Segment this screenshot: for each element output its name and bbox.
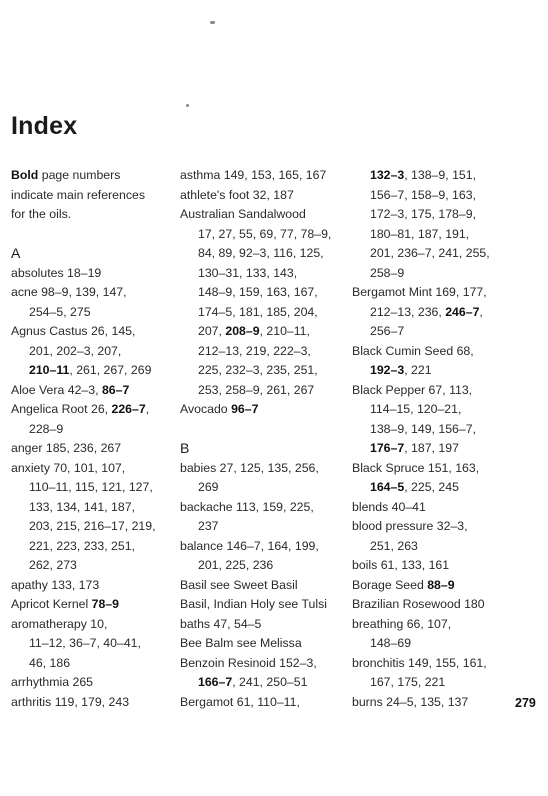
index-entry: 201, 202–3, 207, [29, 343, 122, 358]
index-entry: 133, 134, 141, 187, [29, 499, 135, 514]
index-column-2 [180, 166, 348, 712]
index-entry: baths 47, 54–5 [180, 616, 262, 631]
index-entry: 258–9 [370, 265, 405, 280]
index-entry: Bergamot Mint 169, 177, [352, 285, 487, 299]
index-entry: 46, 186 [29, 655, 71, 670]
index-entry: Bee Balm see Melissa [180, 636, 302, 650]
index-entry: 207, 208–9, 210–11, [198, 324, 310, 338]
index-entry: apathy 133, 173 [11, 577, 100, 592]
index-entry: 212–13, 219, 222–3, [198, 343, 311, 358]
index-entry: 212–13, 236, 246–7, [370, 304, 483, 319]
index-entry: blood pressure 32–3, [352, 519, 468, 533]
index-entry: 132–3, 138–9, 151, [370, 168, 476, 182]
index-entry: anxiety 70, 101, 107, [11, 460, 126, 475]
index-entry: 148–9, 159, 163, 167, [198, 285, 318, 299]
index-entry: 201, 236–7, 241, 255, [370, 246, 490, 260]
index-entry: Borage Seed 88–9 [352, 577, 455, 592]
index-entry: Bold page numbers [11, 168, 121, 182]
index-entry: Angelica Root 26, 226–7, [11, 402, 150, 416]
index-entry: Apricot Kernel 78–9 [11, 597, 120, 611]
index-entry: 176–7, 187, 197 [370, 441, 459, 455]
index-entry: athlete's foot 32, 187 [180, 187, 294, 202]
index-entry: Black Cumin Seed 68, [352, 343, 474, 358]
index-entry: Black Pepper 67, 113, [352, 382, 473, 397]
section-heading: B [180, 440, 190, 456]
index-entry: 225, 232–3, 235, 251, [198, 363, 318, 377]
index-entry: 84, 89, 92–3, 116, 125, [198, 246, 324, 260]
index-entry: 172–3, 175, 178–9, [370, 207, 476, 221]
index-entry: 203, 215, 216–17, 219, [29, 519, 156, 533]
index-entry: 269 [198, 480, 219, 494]
index-entry: Black Spruce 151, 163, [352, 460, 480, 475]
index-entry: 192–3, 221 [370, 363, 432, 377]
section-heading: A [11, 245, 21, 261]
index-entry: 180–81, 187, 191, [370, 226, 470, 241]
index-entry: arthritis 119, 179, 243 [11, 694, 130, 709]
index-entry: 256–7 [370, 324, 405, 338]
index-column-3 [352, 166, 502, 712]
index-entry: Australian Sandalwood [180, 207, 306, 221]
index-entry: 17, 27, 55, 69, 77, 78–9, [198, 226, 332, 241]
index-entry: Basil, Indian Holy see Tulsi [180, 597, 327, 611]
index-entry: 11–12, 36–7, 40–41, [29, 636, 141, 650]
index-entry: acne 98–9, 139, 147, [11, 285, 127, 299]
index-entry: 114–15, 120–21, [370, 402, 462, 416]
index-entry: Benzoin Resinoid 152–3, [180, 655, 317, 670]
index-entry: 156–7, 158–9, 163, [370, 187, 476, 202]
index-entry: 164–5, 225, 245 [370, 480, 459, 494]
index-entry: 130–31, 133, 143, [198, 265, 298, 280]
index-entry: asthma 149, 153, 165, 167 [180, 168, 327, 182]
index-entry: Bergamot 61, 110–11, [180, 694, 300, 709]
index-entry: arrhythmia 265 [11, 675, 94, 689]
index-entry: balance 146–7, 164, 199, [180, 538, 319, 553]
index-entry: 251, 263 [370, 538, 418, 553]
print-speck [210, 21, 215, 24]
index-entry: 148–69 [370, 636, 412, 650]
index-entry: 254–5, 275 [29, 304, 91, 319]
index-entry: 166–7, 241, 250–51 [198, 675, 308, 689]
index-entry: Basil see Sweet Basil [180, 577, 298, 592]
index-entry: Aloe Vera 42–3, 86–7 [11, 382, 130, 397]
index-entry: for the oils. [11, 207, 72, 221]
section-spacer [180, 420, 348, 440]
index-entry: blends 40–41 [352, 499, 426, 514]
index-entry: 262, 273 [29, 558, 77, 572]
index-entry: 221, 223, 233, 251, [29, 538, 135, 553]
index-entry: 201, 225, 236 [198, 558, 274, 572]
index-entry: backache 113, 159, 225, [180, 499, 314, 514]
index-entry: 138–9, 149, 156–7, [370, 421, 476, 436]
index-entry: 167, 175, 221 [370, 675, 446, 689]
index-entry: 228–9 [29, 421, 64, 436]
index-entry: Agnus Castus 26, 145, [11, 324, 136, 338]
index-entry: aromatherapy 10, [11, 616, 108, 631]
page-number: 279 [515, 696, 536, 710]
print-speck [186, 104, 189, 107]
index-entry: boils 61, 133, 161 [352, 558, 450, 572]
index-entry: Avocado 96–7 [180, 402, 259, 416]
index-entry: indicate main references [11, 187, 145, 202]
index-entry: Brazilian Rosewood 180 [352, 597, 485, 611]
section-spacer [11, 225, 176, 245]
index-entry: 210–11, 261, 267, 269 [29, 363, 152, 377]
index-entry: babies 27, 125, 135, 256, [180, 460, 319, 475]
index-entry: absolutes 18–19 [11, 265, 102, 280]
index-column-1 [11, 166, 176, 712]
index-entry: 253, 258–9, 261, 267 [198, 382, 315, 397]
index-entry: 110–11, 115, 121, 127, [29, 480, 153, 494]
index-entry: 237 [198, 519, 219, 533]
index-entry: bronchitis 149, 155, 161, [352, 655, 487, 670]
index-entry: anger 185, 236, 267 [11, 441, 122, 455]
index-entry: burns 24–5, 135, 137 [352, 694, 469, 709]
index-entry: breathing 66, 107, [352, 616, 452, 631]
page-title: Index [11, 112, 78, 140]
index-entry: 174–5, 181, 185, 204, [198, 304, 318, 319]
